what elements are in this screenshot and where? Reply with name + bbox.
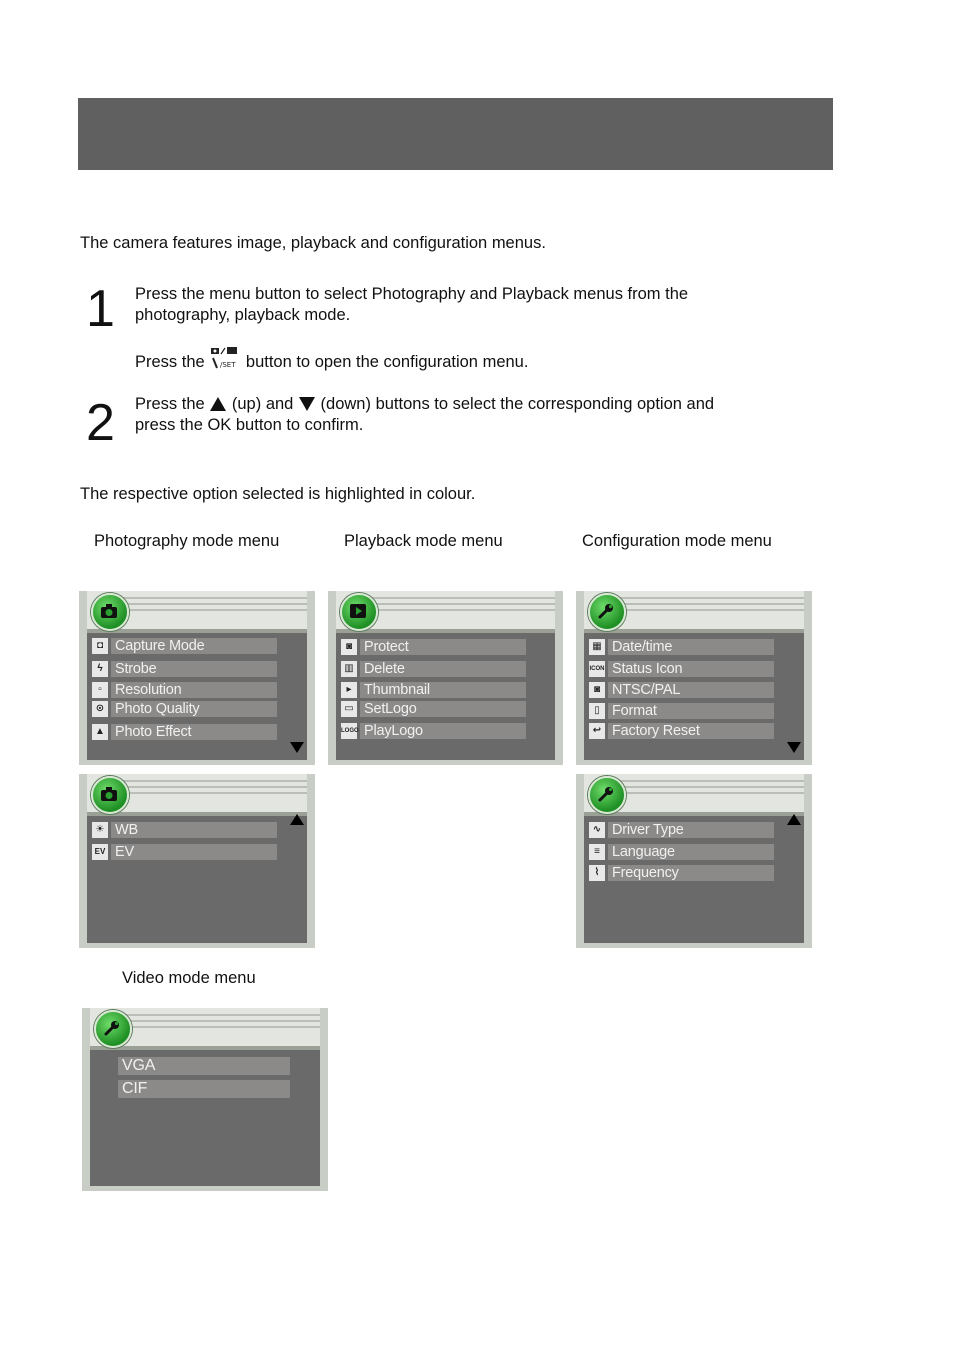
wrench-icon: [588, 593, 626, 631]
factory-reset-icon: ↩: [589, 723, 605, 739]
menu-item-factory-reset[interactable]: Factory Reset: [608, 723, 774, 739]
thumbnail-icon: ▸: [341, 682, 357, 698]
frequency-icon: ⌇: [589, 865, 605, 881]
capture-mode-icon: ◘: [92, 638, 108, 654]
strobe-icon: ϟ: [92, 661, 108, 677]
step1-config-line: [135, 346, 528, 376]
driver-type-icon: ∿: [589, 822, 605, 838]
menu-item-vga[interactable]: VGA: [118, 1057, 290, 1075]
menu-item-protect[interactable]: Protect: [360, 639, 526, 655]
resolution-icon: ▫: [92, 682, 108, 698]
photo-effect-icon: ▲: [92, 724, 108, 740]
highlight-note: The respective option selected is highlighted in colour.: [80, 485, 476, 503]
menu-item-resolution[interactable]: Resolution: [111, 682, 277, 698]
intro-text: The camera features image, playback and configuration menus.: [80, 234, 546, 252]
setlogo-icon: ▭: [341, 701, 357, 717]
menu-item-photo-quality[interactable]: Photo Quality: [111, 701, 277, 717]
step-number-2: 2: [86, 394, 115, 452]
caption-photography: Photography mode menu: [94, 532, 280, 550]
white-balance-icon: ☀: [92, 822, 108, 838]
step1-config-before: Press the: [135, 353, 205, 371]
step1-line1: Press the menu button to select Photography and Playback menus from the: [135, 285, 689, 303]
menu-item-setlogo[interactable]: SetLogo: [360, 701, 526, 717]
caption-playback: Playback mode menu: [344, 532, 503, 550]
menu-item-wb[interactable]: WB: [111, 822, 277, 838]
caption-configuration: Configuration mode menu: [582, 532, 772, 550]
step1-config-after: button to open the configuration menu.: [245, 353, 529, 371]
menu-item-strobe[interactable]: Strobe: [111, 661, 277, 677]
playback-menu-screen: [328, 591, 563, 765]
camera-icon: [91, 593, 129, 631]
step2-part2: (up) and: [231, 395, 294, 413]
menu-item-cif[interactable]: CIF: [118, 1080, 290, 1098]
menu-item-language[interactable]: Language: [608, 844, 774, 860]
menu-item-photo-effect[interactable]: Photo Effect: [111, 724, 277, 740]
language-icon: ≡: [589, 844, 605, 860]
step1-line2: photography, playback mode.: [135, 306, 351, 324]
menu-item-ntsc-pal[interactable]: NTSC/PAL: [608, 682, 774, 698]
menu-item-capture-mode[interactable]: Capture Mode: [111, 638, 277, 654]
menu-item-driver-type[interactable]: Driver Type: [608, 822, 774, 838]
step2-line2: press the OK button to confirm.: [135, 416, 364, 434]
photography-menu-screen-2: [79, 774, 315, 948]
play-icon: [340, 593, 378, 631]
delete-icon: ▥: [341, 661, 357, 677]
menu-item-date-time[interactable]: Date/time: [608, 639, 774, 655]
video-menu-screen: [82, 1008, 328, 1191]
camera-icon: [91, 776, 129, 814]
menu-item-thumbnail[interactable]: Thumbnail: [360, 682, 526, 698]
date-time-icon: ▦: [589, 639, 605, 655]
step2-part3: (down) buttons to select the corresponding option and: [320, 395, 715, 413]
header-bar: [78, 98, 833, 170]
photography-menu-screen-1: [79, 591, 315, 765]
configuration-menu-screen-1: [576, 591, 812, 765]
config-button-icon: [209, 346, 241, 376]
menu-item-playlogo[interactable]: PlayLogo: [360, 723, 526, 739]
photo-quality-icon: ⊙: [92, 701, 108, 717]
menu-item-format[interactable]: Format: [608, 703, 774, 719]
ntsc-pal-icon: ◙: [589, 682, 605, 698]
scroll-down-arrow: [787, 742, 801, 753]
wrench-icon: [588, 776, 626, 814]
format-icon: ▯: [589, 703, 605, 719]
svg-text:/SET: /SET: [220, 361, 236, 369]
wrench-icon: [94, 1010, 132, 1048]
caption-video: Video mode menu: [122, 969, 256, 987]
menu-item-delete[interactable]: Delete: [360, 661, 526, 677]
scroll-up-arrow: [290, 814, 304, 825]
ev-icon: EV: [92, 844, 108, 860]
menu-item-status-icon[interactable]: Status Icon: [608, 661, 774, 677]
protect-icon: ◙: [341, 639, 357, 655]
step2-part1: Press the: [135, 395, 205, 413]
configuration-menu-screen-2: [576, 774, 812, 948]
menu-item-frequency[interactable]: Frequency: [608, 865, 774, 881]
step-number-1: 1: [86, 280, 115, 338]
menu-item-ev[interactable]: EV: [111, 844, 277, 860]
status-icon-icon: ICON: [589, 661, 605, 677]
scroll-up-arrow: [787, 814, 801, 825]
scroll-down-arrow: [290, 742, 304, 753]
playlogo-icon: LOGO: [341, 723, 357, 739]
